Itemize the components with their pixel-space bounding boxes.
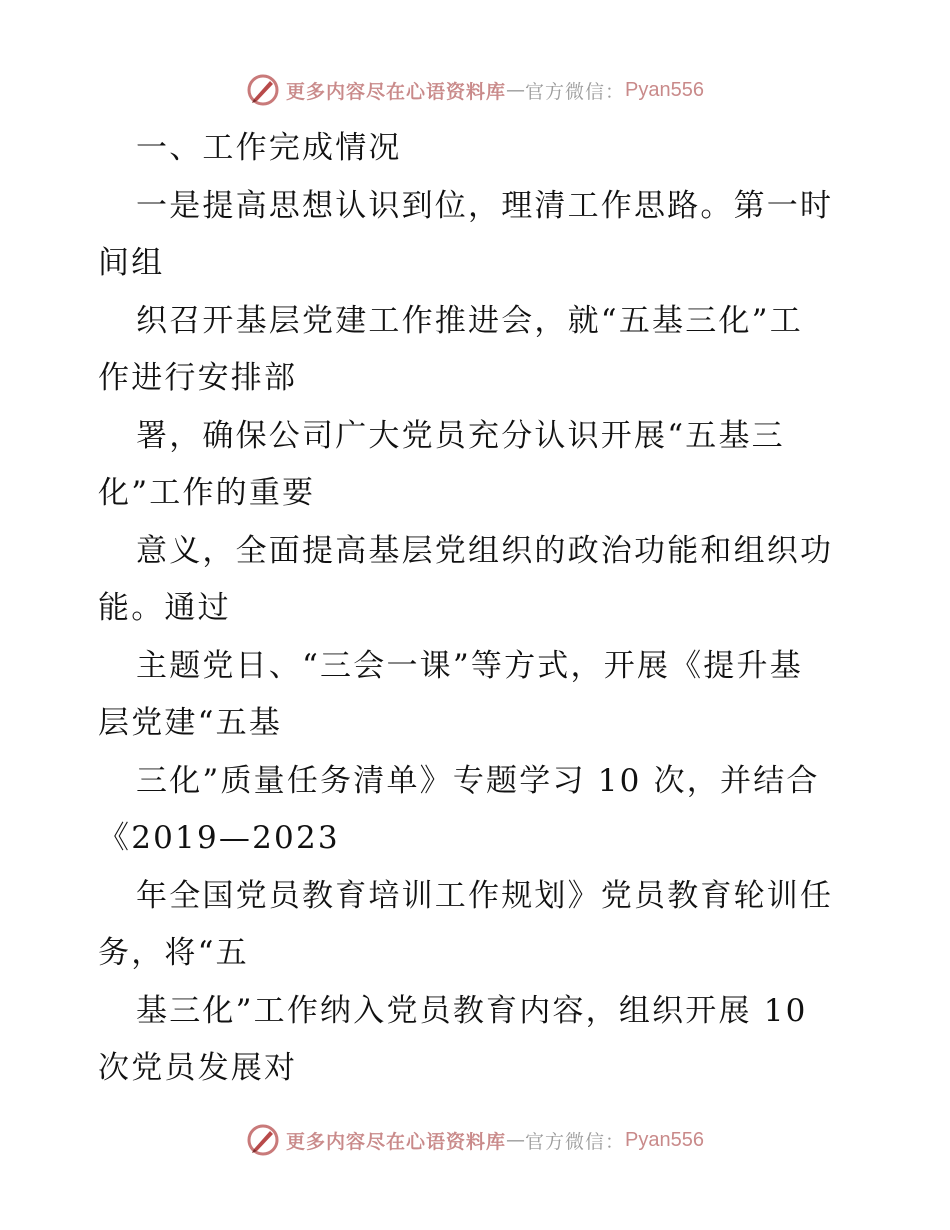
paragraph-line: 务，将“五 [98,935,249,971]
watermark-wechat-id: Pyan556 [625,1128,704,1151]
watermark-main-text: 更多内容尽在心语资料库 [286,1130,507,1153]
section-heading: 一、工作完成情况 [136,130,402,166]
paragraph-line: 三化”质量任务清单》专题学习 10 次，并结合 [136,762,820,799]
paragraph-line: 次党员发展对 [98,1050,298,1086]
quill-pen-logo-icon [246,73,280,107]
paragraph-line: 一是提高思想认识到位，理清工作思路。第一时 [136,187,834,224]
paragraph-line: 作进行安排部 [98,360,298,396]
footer-watermark [0,1120,950,1160]
watermark-wechat-label: 官方微信： [525,1130,626,1153]
paragraph-line: 《2019—2023 [98,820,340,856]
watermark-dash: — [506,79,526,101]
paragraph-line: 意义，全面提高基层党组织的政治功能和组织功 [136,532,834,569]
watermark-wechat-id: Pyan556 [625,78,704,101]
paragraph-line: 层党建“五基 [98,705,283,741]
quill-pen-logo-icon [246,1123,280,1157]
watermark-main-text: 更多内容尽在心语资料库 [286,80,507,103]
paragraph-line: 织召开基层党建工作推进会，就“五基三化”工 [136,302,803,339]
paragraph-line: 年全国党员教育培训工作规划》党员教育轮训任 [136,877,834,914]
paragraph-line: 署，确保公司广大党员充分认识开展“五基三 [136,417,785,454]
header-watermark [0,70,950,110]
paragraph-line: 能。通过 [98,590,231,626]
watermark-wechat-label: 官方微信： [525,80,626,103]
paragraph-line: 基三化”工作纳入党员教育内容，组织开展 10 [136,992,808,1029]
paragraph-line: 化”工作的重要 [98,475,316,511]
paragraph-line: 主题党日、“三会一课”等方式，开展《提升基 [136,647,803,684]
document-body [98,120,878,1098]
watermark-dash: — [506,1129,526,1151]
paragraph-line: 间组 [98,245,165,281]
